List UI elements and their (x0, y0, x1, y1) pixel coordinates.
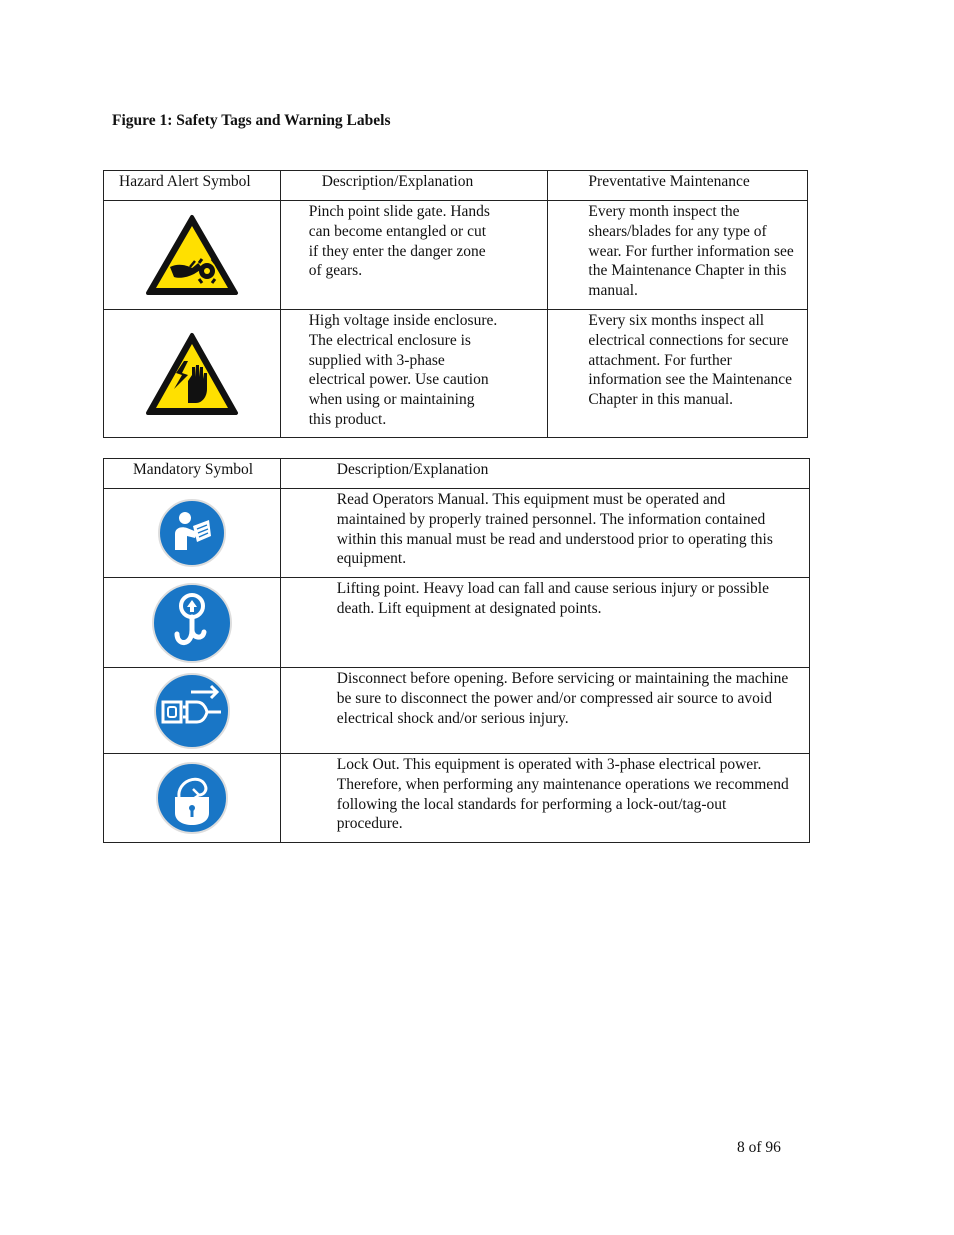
header-hazard-alert-symbol: Hazard Alert Symbol (104, 171, 281, 201)
hazard-maintenance-cell: Every month inspect the shears/blades for any type of wear. For further information see the Maintenance Chapter in this manual. (548, 201, 808, 310)
header-mandatory-symbol: Mandatory Symbol (104, 459, 281, 489)
header-description: Description/Explanation (280, 171, 548, 201)
hazard-row (104, 310, 808, 438)
hazard-description-cell: Pinch point slide gate. Hands can become entangled or cut if they enter the danger zone of gears. (280, 201, 548, 310)
mandatory-symbol-cell (104, 578, 281, 668)
mandatory-row (104, 578, 810, 668)
hazard-table-header-row (104, 171, 808, 201)
header-description: Description/Explanation (280, 459, 809, 489)
mandatory-description-cell: Lifting point. Heavy load can fall and cause serious injury or possible death. Lift equipment at designated points. (280, 578, 809, 668)
hazard-alert-table (103, 170, 808, 438)
hazard-symbol-cell (104, 310, 281, 438)
hazard-maintenance-cell: Every six months inspect all electrical connections for secure attachment. For further information see the Maintenance Chapter in this manual. (548, 310, 808, 438)
mandatory-description-cell: Read Operators Manual. This equipment must be operated and maintained by properly trained personnel. The information contained within this manual must be read and understood prior to operating this equipment. (280, 489, 809, 578)
disconnect-power-icon (104, 672, 280, 750)
hazard-row (104, 201, 808, 310)
mandatory-row (104, 754, 810, 843)
hazard-symbol-cell (104, 201, 281, 310)
read-manual-icon (104, 498, 280, 568)
mandatory-symbol-cell (104, 754, 281, 843)
mandatory-row (104, 489, 810, 578)
mandatory-symbol-cell (104, 489, 281, 578)
mandatory-row (104, 668, 810, 754)
figure-title: Figure 1: Safety Tags and Warning Labels (112, 112, 391, 129)
hazard-description-cell: High voltage inside enclosure. The electrical enclosure is supplied with 3-phase electrical power. Use caution when using or maintaining this product. (280, 310, 548, 438)
header-preventative-maintenance: Preventative Maintenance (548, 171, 808, 201)
mandatory-description-cell: Lock Out. This equipment is operated with 3-phase electrical power. Therefore, when performing any maintenance operations we recommend following the local standards for performing a lock-out/tag-out procedure. (280, 754, 809, 843)
lock-out-icon (104, 761, 280, 835)
lifting-point-icon (104, 582, 280, 664)
high-voltage-warning-icon (104, 331, 280, 417)
pinch-point-warning-icon (104, 213, 280, 297)
mandatory-symbol-cell (104, 668, 281, 754)
page-number: 8 of 96 (737, 1139, 781, 1156)
mandatory-description-cell: Disconnect before opening. Before servicing or maintaining the machine be sure to disconnect the power and/or compressed air source to avoid electrical shock and/or serious injury. (280, 668, 809, 754)
mandatory-table-header-row (104, 459, 810, 489)
mandatory-symbol-table (103, 458, 810, 843)
